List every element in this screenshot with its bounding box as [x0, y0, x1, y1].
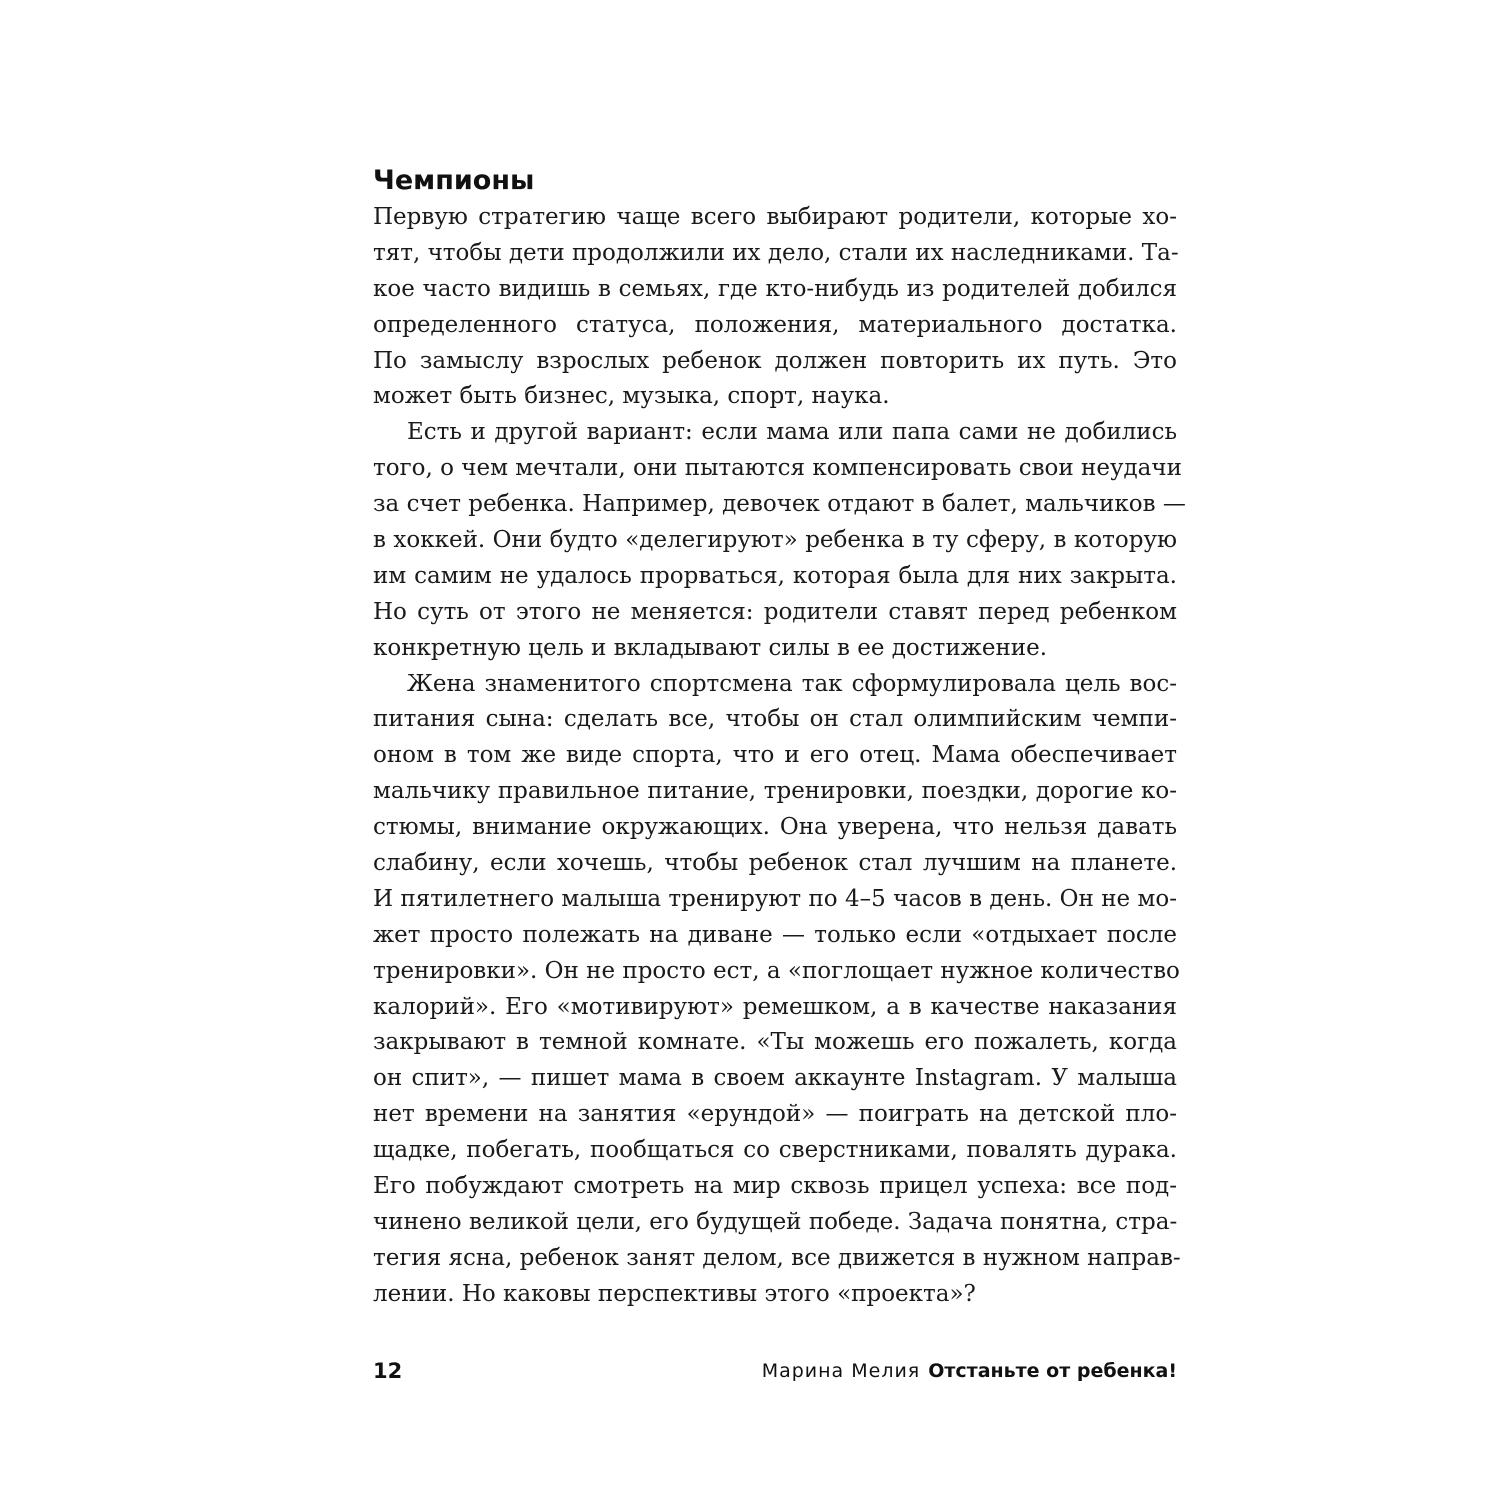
text-line: кое часто видишь в семьях, где кто-нибудь из родителей добился — [373, 275, 1177, 302]
text-line: Есть и другой вариант: если мама или папа сами не добились — [407, 419, 1177, 446]
text-line: мальчику правильное питание, тренировки, поездки, дорогие ко- — [373, 778, 1177, 805]
text-line: тят, чтобы дети продолжили их дело, стали их наследниками. Та- — [373, 239, 1179, 266]
text-line: жет просто полежать на диване — только если «отдыхает после — [373, 921, 1177, 948]
text-line: И пятилетнего малыша тренируют по 4–5 часов в день. Он не мо- — [373, 885, 1177, 912]
page-number: 12 — [373, 1359, 403, 1383]
text-line: лении. Но каковы перспективы этого «проекта»? — [373, 1280, 976, 1307]
section-heading: Чемпионы — [373, 165, 535, 196]
text-line: нет времени на занятия «ерундой» — поиграть на детской пло- — [373, 1101, 1177, 1128]
text-line: питания сына: сделать все, чтобы он стал олимпийским чемпи- — [373, 706, 1177, 733]
text-line: тренировки». Он не просто ест, а «поглощает нужное количество — [373, 957, 1180, 984]
running-footer — [762, 1356, 1177, 1387]
text-line: Его побуждают смотреть на мир сквозь прицел успеха: все под- — [373, 1173, 1177, 1200]
text-line: может быть бизнес, музыка, спорт, наука. — [373, 383, 890, 410]
text-line: им самим не удалось прорваться, которая была для них закрыта. — [373, 562, 1177, 589]
text-line: Первую стратегию чаще всего выбирают родители, которые хо- — [373, 204, 1177, 230]
text-line: По замыслу взрослых ребенок должен повторить их путь. Это — [373, 347, 1177, 374]
text-line: за счет ребенка. Например, девочек отдают в балет, мальчиков — — [373, 491, 1186, 518]
text-line: того, о чем мечтали, они пытаются компенсировать свои неудачи — [373, 455, 1182, 482]
text-line: щадке, побегать, пообщаться со сверстниками, повалять дурака. — [373, 1137, 1177, 1164]
text-line: Жена знаменитого спортсмена так сформулировала цель вос- — [407, 670, 1177, 697]
text-line: он спит», — пишет мама в своем аккаунте Instagram. У малыша — [373, 1065, 1177, 1092]
footer-book-title: Отстаньте от ребенка! — [928, 1360, 1177, 1382]
text-line: чинено великой цели, его будущей победе. Задача понятна, стра- — [373, 1208, 1178, 1235]
text-line: в хоккей. Они будто «делегируют» ребенка в ту сферу, в которую — [373, 527, 1177, 554]
text-line: конкретную цель и вкладывают силы в ее достижение. — [373, 634, 1048, 661]
text-line: тегия ясна, ребенок занят делом, все движется в нужном направ- — [373, 1244, 1181, 1271]
text-line: оном в том же виде спорта, что и его отец. Мама обеспечивает — [373, 742, 1177, 769]
text-line: Но суть от этого не меняется: родители ставят перед ребенком — [373, 598, 1177, 625]
text-line: определенного статуса, положения, материального достатка. — [373, 311, 1177, 338]
text-line: калорий». Его «мотивируют» ремешком, а в качестве наказания — [373, 993, 1177, 1020]
text-line: стюмы, внимание окружающих. Она уверена, что нельзя давать — [373, 814, 1177, 841]
body-text — [373, 200, 1186, 1313]
text-line: закрывают в темной комнате. «Ты можешь его пожалеть, когда — [373, 1029, 1177, 1056]
text-line: слабину, если хочешь, чтобы ребенок стал лучшим на планете. — [373, 850, 1177, 877]
footer-author: Марина Мелия — [761, 1360, 921, 1382]
